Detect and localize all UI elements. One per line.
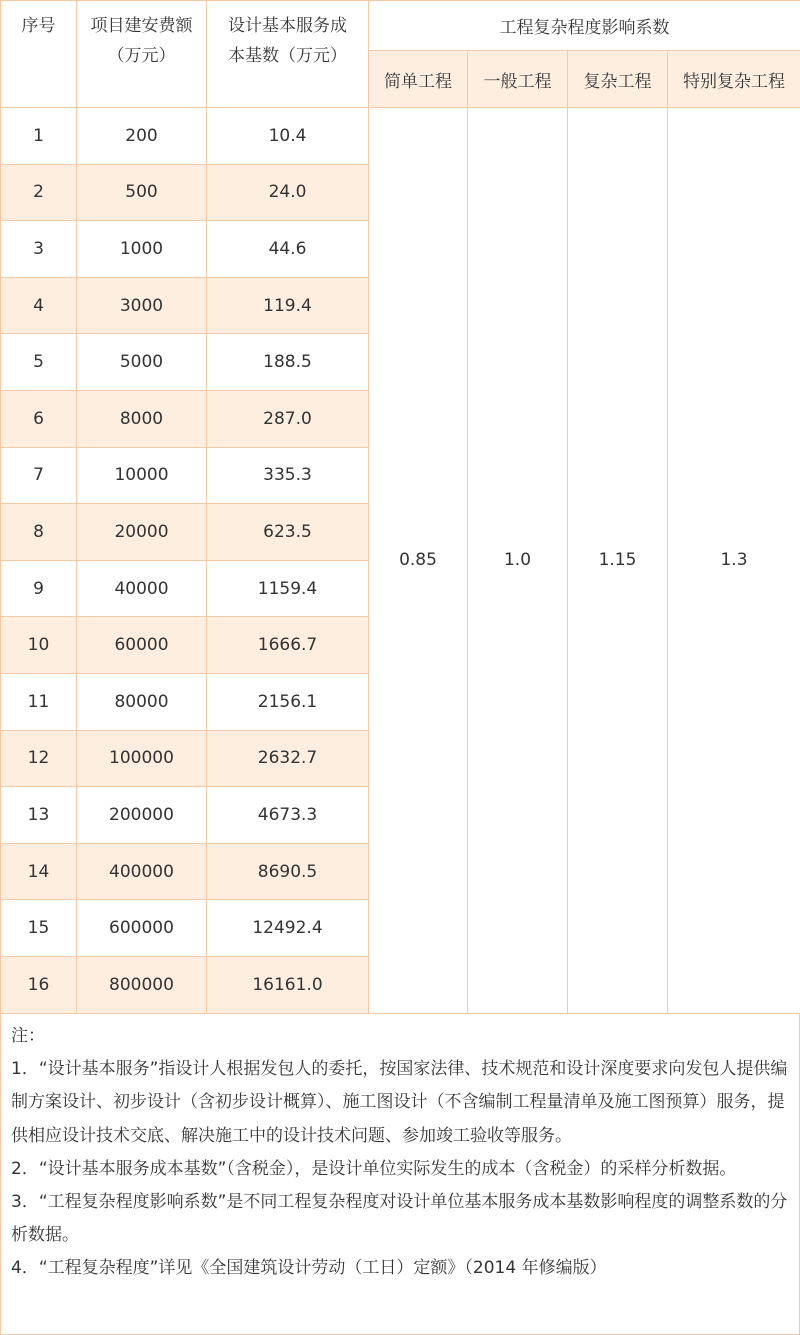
- note-item-1: 1．“设计基本服务”指设计人根据发包人的委托，按国家法律、技术规范和设计深度要求向发包人提供编制方案设计、初步设计（含初步设计概算）、施工图设计（不含编制工程量清单及施工图预算）服务，提供相应设计技术交底、解决施工中的设计技术问题、参加竣工验收等服务。: [11, 1059, 788, 1146]
- cell-seq: 6: [1, 390, 77, 447]
- cell-cost: 24.0: [207, 164, 369, 221]
- cell-seq: 15: [1, 900, 77, 957]
- cell-seq: 13: [1, 787, 77, 844]
- cell-seq: 2: [1, 164, 77, 221]
- cell-seq: 9: [1, 560, 77, 617]
- cell-seq: 16: [1, 956, 77, 1013]
- table-row: [1, 108, 800, 165]
- cell-fee: 600000: [77, 900, 207, 957]
- cell-fee: 1000: [77, 221, 207, 278]
- cell-cost: 12492.4: [207, 900, 369, 957]
- cell-fee: 800000: [77, 956, 207, 1013]
- coef-complex: 1.15: [568, 108, 668, 1014]
- cell-fee: 40000: [77, 560, 207, 617]
- cell-seq: 1: [1, 108, 77, 165]
- cell-seq: 14: [1, 843, 77, 900]
- cell-seq: 5: [1, 334, 77, 391]
- cell-cost: 335.3: [207, 447, 369, 504]
- header-cost-line2: 本基数（万元）: [228, 46, 347, 66]
- header-fee-line1: 项目建安费额: [90, 16, 193, 36]
- header-seq: 序号: [1, 1, 77, 108]
- notes-title: 注：: [11, 1026, 45, 1046]
- header-complexity: 工程复杂程度影响系数: [369, 1, 800, 51]
- cell-seq: 3: [1, 221, 77, 278]
- cell-cost: 287.0: [207, 390, 369, 447]
- cell-cost: 10.4: [207, 108, 369, 165]
- coef-very-complex: 1.3: [668, 108, 800, 1014]
- note-item-4: 4．“工程复杂程度”详见《全国建筑设计劳动（工日）定额》（2014 年修编版）: [11, 1258, 607, 1279]
- note-item-2: 2．“设计基本服务成本基数”（含税金），是设计单位实际发生的成本（含税金）的采样分析数据。: [11, 1158, 737, 1179]
- cell-cost: 44.6: [207, 221, 369, 278]
- cell-fee: 80000: [77, 673, 207, 730]
- cell-seq: 7: [1, 447, 77, 504]
- header-cost: [207, 1, 369, 108]
- coef-simple: 0.85: [369, 108, 468, 1014]
- cell-cost: 623.5: [207, 504, 369, 561]
- notes-section: [0, 1014, 800, 1335]
- cell-seq: 4: [1, 277, 77, 334]
- coef-general: 1.0: [468, 108, 568, 1014]
- header-fee: [77, 1, 207, 108]
- cell-cost: 119.4: [207, 277, 369, 334]
- cell-cost: 1159.4: [207, 560, 369, 617]
- cell-fee: 400000: [77, 843, 207, 900]
- cell-cost: 2156.1: [207, 673, 369, 730]
- cell-cost: 8690.5: [207, 843, 369, 900]
- cell-fee: 500: [77, 164, 207, 221]
- cell-fee: 100000: [77, 730, 207, 787]
- cell-fee: 60000: [77, 617, 207, 674]
- cell-seq: 8: [1, 504, 77, 561]
- cell-seq: 10: [1, 617, 77, 674]
- cell-fee: 200: [77, 108, 207, 165]
- note-item-3: 3．“工程复杂程度影响系数”是不同工程复杂程度对设计单位基本服务成本基数影响程度的调整系数的分析数据。: [11, 1192, 788, 1246]
- cell-cost: 2632.7: [207, 730, 369, 787]
- cell-fee: 200000: [77, 787, 207, 844]
- cell-fee: 20000: [77, 504, 207, 561]
- cell-cost: 188.5: [207, 334, 369, 391]
- cell-cost: 1666.7: [207, 617, 369, 674]
- header-simple: 简单工程: [369, 51, 468, 108]
- cell-fee: 8000: [77, 390, 207, 447]
- cell-fee: 3000: [77, 277, 207, 334]
- cell-seq: 11: [1, 673, 77, 730]
- cell-seq: 12: [1, 730, 77, 787]
- header-general: 一般工程: [468, 51, 568, 108]
- cell-fee: 10000: [77, 447, 207, 504]
- header-cost-line1: 设计基本服务成: [228, 16, 347, 36]
- header-fee-line2: （万元）: [107, 46, 176, 66]
- cell-cost: 4673.3: [207, 787, 369, 844]
- header-complex: 复杂工程: [568, 51, 668, 108]
- header-very-complex: 特别复杂工程: [668, 51, 800, 108]
- cell-cost: 16161.0: [207, 956, 369, 1013]
- cell-fee: 5000: [77, 334, 207, 391]
